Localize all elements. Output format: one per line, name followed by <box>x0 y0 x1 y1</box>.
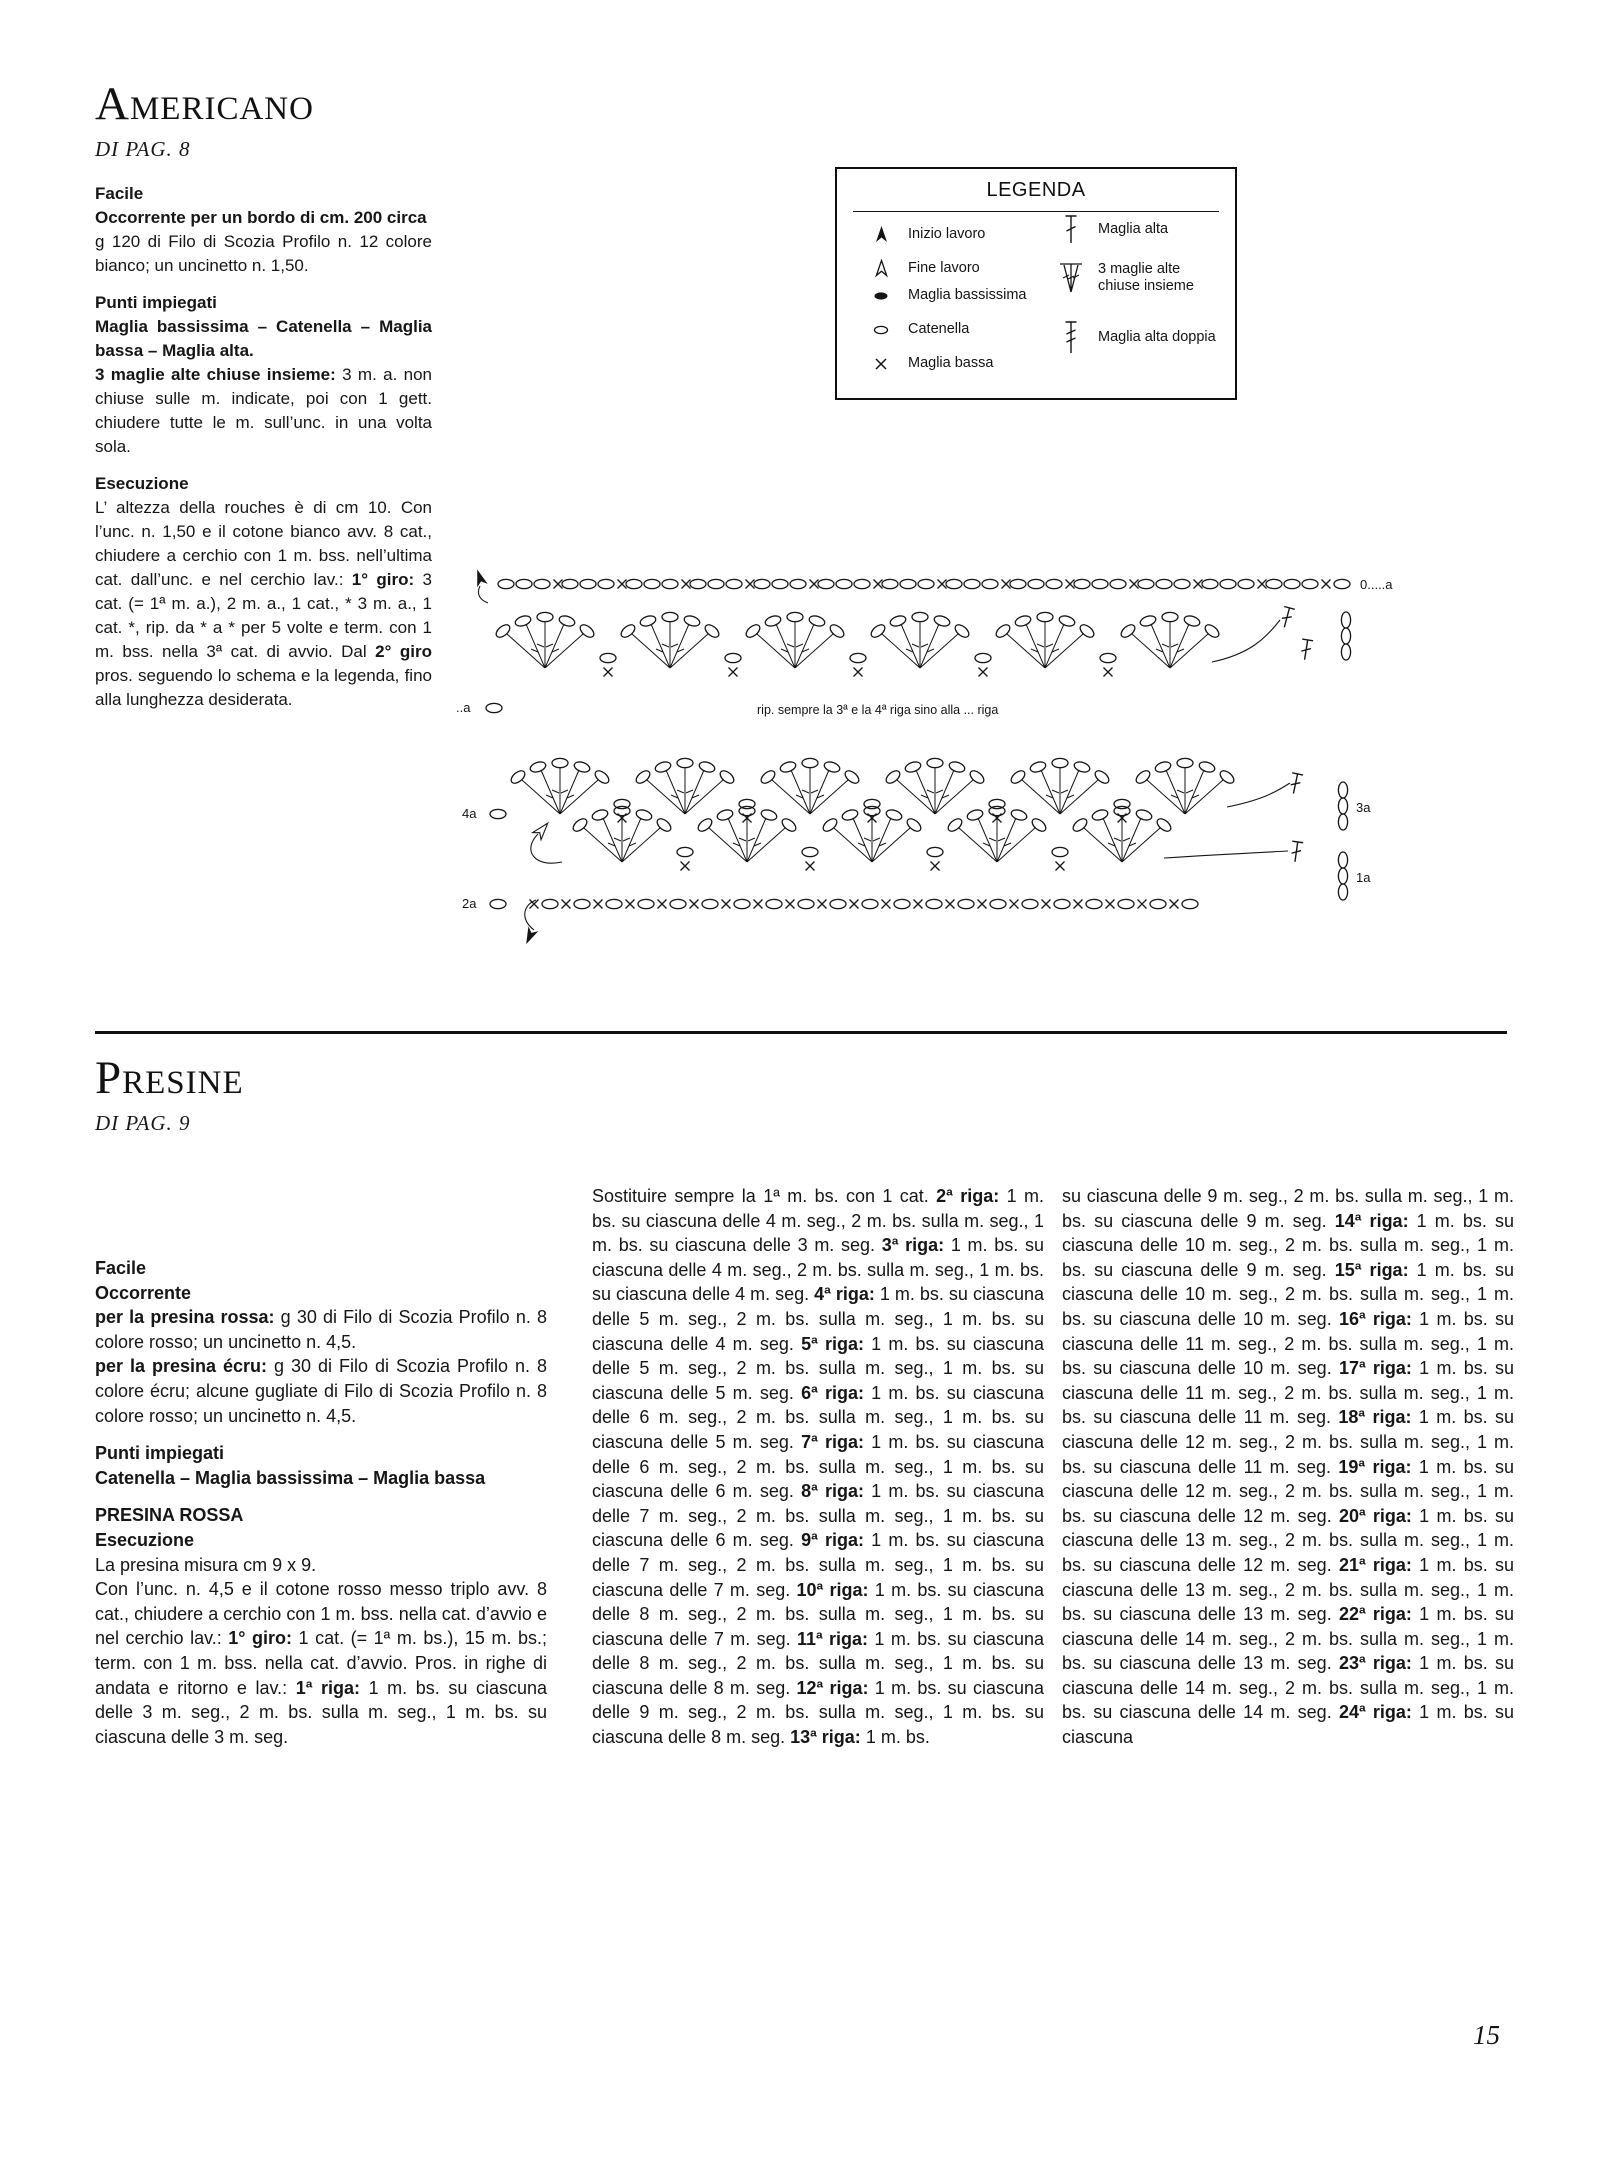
legend-item <box>1055 213 1216 245</box>
treble-crochet-icon <box>1055 319 1087 355</box>
shell-row-3 <box>531 806 1371 900</box>
page-title-presine: Presine <box>95 1052 244 1104</box>
chart-label-row-1: 1a <box>1356 870 1371 885</box>
heading-punti-impiegati: Punti impiegati <box>95 1443 225 1464</box>
paragraph-misura: La presina misura cm 9 x 9. <box>95 1554 317 1575</box>
start-work-icon <box>865 225 897 244</box>
presine-column-2 <box>592 1184 1044 1750</box>
foundation-chain-row <box>472 568 1393 603</box>
heading-esecuzione: Esecuzione <box>95 474 189 493</box>
slip-stitch-icon <box>865 291 897 301</box>
legend-item <box>865 321 969 338</box>
legend-item-label: Fine lavoro <box>908 260 980 276</box>
page-number: 15 <box>1473 2020 1500 2050</box>
legend-item-label: Inizio lavoro <box>908 226 986 242</box>
legend-item <box>865 225 985 244</box>
legend-item <box>1055 261 1216 295</box>
heading-occorrente: Occorrente per un bordo di cm. 200 circa <box>95 208 427 227</box>
americano-subtitle: DI PAG. 8 <box>95 137 191 162</box>
chart-label-row-4: 4a <box>462 806 477 821</box>
paragraph-presina-ecru: per la presina écru: g 30 di Filo di Scozia Profilo n. 8 colore écru; alcune gugliate di Filo di Scozia Profilo n. 8 colore rosso; un uncinetto n. 4,5. <box>95 1356 547 1426</box>
heading-punti-elenco: Maglia bassissima – Catenella – Maglia bassa – Maglia alta. <box>95 317 432 360</box>
americano-header <box>95 80 314 162</box>
paragraph-presina-rossa: per la presina rossa: g 30 di Filo di Scozia Profilo n. 8 colore rosso; un uncinetto n. 4,5. <box>95 1307 547 1352</box>
end-work-icon <box>865 259 897 278</box>
legend-item-label: Catenella <box>908 321 970 337</box>
legend-item-label: 3 maglie alte chiuse insieme <box>1098 261 1194 294</box>
double-crochet-icon <box>1055 213 1087 245</box>
heading-punti-elenco: Catenella – Maglia bassissima – Maglia bassa <box>95 1467 486 1488</box>
americano-text-column <box>95 182 432 712</box>
paragraph-righe-14-24: su ciascuna delle 9 m. seg., 2 m. bs. sulla m. seg., 1 m. bs. su ciascuna delle 9 m. seg. 14ª riga: 1 m. bs. su ciascuna delle 10 m. seg., 2 m. bs. sulla m. seg., 1 m. bs. su ciascuna delle 9 m. seg. 15ª riga: 1 m. bs. su ciascuna delle 10 m. seg., 2 m. bs. sulla m. seg., 1 m. bs. su ciascuna delle 10 m. seg. 16ª riga: 1 m. bs. su ciascuna delle 11 m. seg., 2 m. bs. sulla m. seg., 1 m. bs. su ciascuna delle 10 m. seg. 17ª riga: 1 m. bs. su ciascuna delle 11 m. seg., 2 m. bs. sulla m. seg., 1 m. bs. su ciascuna delle 11 m. seg. 18ª riga: 1 m. bs. su ciascuna delle 12 m. seg., 2 m. bs. sulla m. seg., 1 m. bs. su ciascuna delle 11 m. seg. 19ª riga: 1 m. bs. su ciascuna delle 12 m. seg., 2 m. bs. sulla m. seg., 1 m. bs. su ciascuna delle 12 m. seg. 20ª riga: 1 m. bs. su ciascuna delle 13 m. seg., 2 m. bs. sulla m. seg., 1 m. bs. su ciascuna delle 12 m. seg. 21ª riga: 1 m. bs. su ciascuna delle 13 m. seg., 2 m. bs. sulla m. seg., 1 m. bs. su ciascuna delle 13 m. seg. 22ª riga: 1 m. bs. su ciascuna delle 14 m. seg., 2 m. bs. sulla m. seg., 1 m. bs. su ciascuna delle 13 m. seg. 23ª riga: 1 m. bs. su ciascuna delle 14 m. seg., 2 m. bs. sulla m. seg., 1 m. bs. su ciascuna delle 14 m. seg. 24ª riga: 1 m. bs. su ciascuna <box>1062 1186 1514 1748</box>
heading-punti-impiegati: Punti impiegati <box>95 293 217 312</box>
paragraph-esecuzione: Con l’unc. n. 4,5 e il cotone rosso messo triplo avv. 8 cat., chiudere a cerchio con 1 m. bss. nella cat. d’avvio e nel cerchio lav.: 1° giro: 1 cat. (= 1ª m. bs.), 15 m. bs.; term. con 1 m. bss. nella cat. d’avvio. Pros. in righe di andata e ritorno e lav.: 1ª riga: 1 m. bs. su ciascuna delle 3 m. seg., 2 m. bs. sulla m. seg., 1 m. bs. su ciascuna delle 3 m. seg. <box>95 1579 548 1747</box>
heading-esecuzione: Esecuzione <box>95 1529 195 1550</box>
paragraph-occorrente: g 120 di Filo di Scozia Profilo n. 12 colore bianco; un uncinetto n. 1,50. <box>95 232 432 275</box>
heading-facile: Facile <box>95 1258 147 1278</box>
chart-repeat-note: rip. sempre la 3ª e la 4ª riga sino alla ... riga <box>757 703 999 717</box>
chart-label-row-3: 3a <box>1356 800 1371 815</box>
legend-item <box>865 355 993 372</box>
chain-icon <box>865 325 897 335</box>
crochet-chart <box>450 562 1440 974</box>
legend-item <box>865 287 1026 304</box>
chart-label-top-right: 0.....a <box>1360 577 1393 592</box>
legend-box <box>835 167 1237 400</box>
bottom-chain-row <box>462 896 1198 946</box>
shell-row-4 <box>462 758 1371 830</box>
single-crochet-icon <box>865 357 897 371</box>
heading-presina-rossa: PRESINA ROSSA <box>95 1505 244 1526</box>
legend-item-label: Maglia bassa <box>908 355 994 371</box>
repeat-note-row <box>456 700 998 717</box>
presine-subtitle: DI PAG. 9 <box>95 1111 191 1136</box>
presine-column-1 <box>95 1256 547 1749</box>
chart-label-row-2: 2a <box>462 896 477 911</box>
paragraph-esecuzione: L’ altezza della rouches è di cm 10. Con l’unc. n. 1,50 e il cotone bianco avv. 8 cat., chiudere a cerchio con 1 m. bss. nell’ultima cat. dall’unc. e nel cerchio lav.: 1° giro: 3 cat. (= 1ª m. a.), 2 m. a., 1 cat., * 3 m. a., 1 cat. *, rip. da * a * per 5 volte e term. con 1 m. bss. nella 3ª cat. di avvio. Dal 2° giro pros. seguendo lo schema e la legenda, fino alla lunghezza desiderata. <box>95 498 433 709</box>
legend-item-label: Maglia bassissima <box>908 287 1027 303</box>
three-dc-together-icon <box>1055 261 1087 295</box>
legend-item-label: Maglia alta <box>1098 220 1169 237</box>
legend-item-label: Maglia alta doppia <box>1098 328 1216 345</box>
legend-item <box>865 259 980 278</box>
heading-occorrente: Occorrente <box>95 1282 192 1303</box>
paragraph-righe-2-13: Sostituire sempre la 1ª m. bs. con 1 cat. 2ª riga: 1 m. bs. su ciascuna delle 4 m. seg., 2 m. bs. sulla m. seg., 1 m. bs. su ciascuna delle 3 m. seg. 3ª riga: 1 m. bs. su ciascuna delle 4 m. seg., 2 m. bs. sulla m. seg., 1 m. bs. su ciascuna delle 4 m. seg. 4ª riga: 1 m. bs. su ciascuna delle 5 m. seg., 2 m. bs. sulla m. seg., 1 m. bs. su ciascuna delle 4 m. seg. 5ª riga: 1 m. bs. su ciascuna delle 5 m. seg., 2 m. bs. sulla m. seg., 1 m. bs. su ciascuna delle 5 m. seg. 6ª riga: 1 m. bs. su ciascuna delle 6 m. seg., 2 m. bs. sulla m. seg., 1 m. bs. su ciascuna delle 5 m. seg. 7ª riga: 1 m. bs. su ciascuna delle 6 m. seg., 2 m. bs. sulla m. seg., 1 m. bs. su ciascuna delle 6 m. seg. 8ª riga: 1 m. bs. su ciascuna delle 7 m. seg., 2 m. bs. sulla m. seg., 1 m. bs. su ciascuna delle 6 m. seg. 9ª riga: 1 m. bs. su ciascuna delle 7 m. seg., 2 m. bs. sulla m. seg., 1 m. bs. su ciascuna delle 7 m. seg. 10ª riga: 1 m. bs. su ciascuna delle 8 m. seg., 2 m. bs. sulla m. seg., 1 m. bs. su ciascuna delle 7 m. seg. 11ª riga: 1 m. bs. su ciascuna delle 8 m. seg., 2 m. bs. sulla m. seg., 1 m. bs. su ciascuna delle 8 m. seg. 12ª riga: 1 m. bs. su ciascuna delle 9 m. seg., 2 m. bs. sulla m. seg., 1 m. bs. su ciascuna delle 8 m. seg. 13ª riga: 1 m. bs. <box>592 1186 1045 1748</box>
heading-facile: Facile <box>95 184 144 203</box>
page-title-americano: Americano <box>95 78 314 130</box>
legend-item <box>1055 319 1216 355</box>
presine-header <box>95 1054 244 1136</box>
shell-row-top <box>494 607 1351 677</box>
presine-column-3 <box>1062 1184 1514 1750</box>
section-divider <box>95 1031 1507 1034</box>
paragraph-tre-maglie: 3 maglie alte chiuse insieme: 3 m. a. non chiuse sulle m. indicate, poi con 1 gett. chiudere tutte le m. sull’unc. in una volta sola. <box>95 365 432 456</box>
legend-title: LEGENDA <box>853 179 1219 212</box>
chart-label-row-a: ..a <box>456 700 471 715</box>
